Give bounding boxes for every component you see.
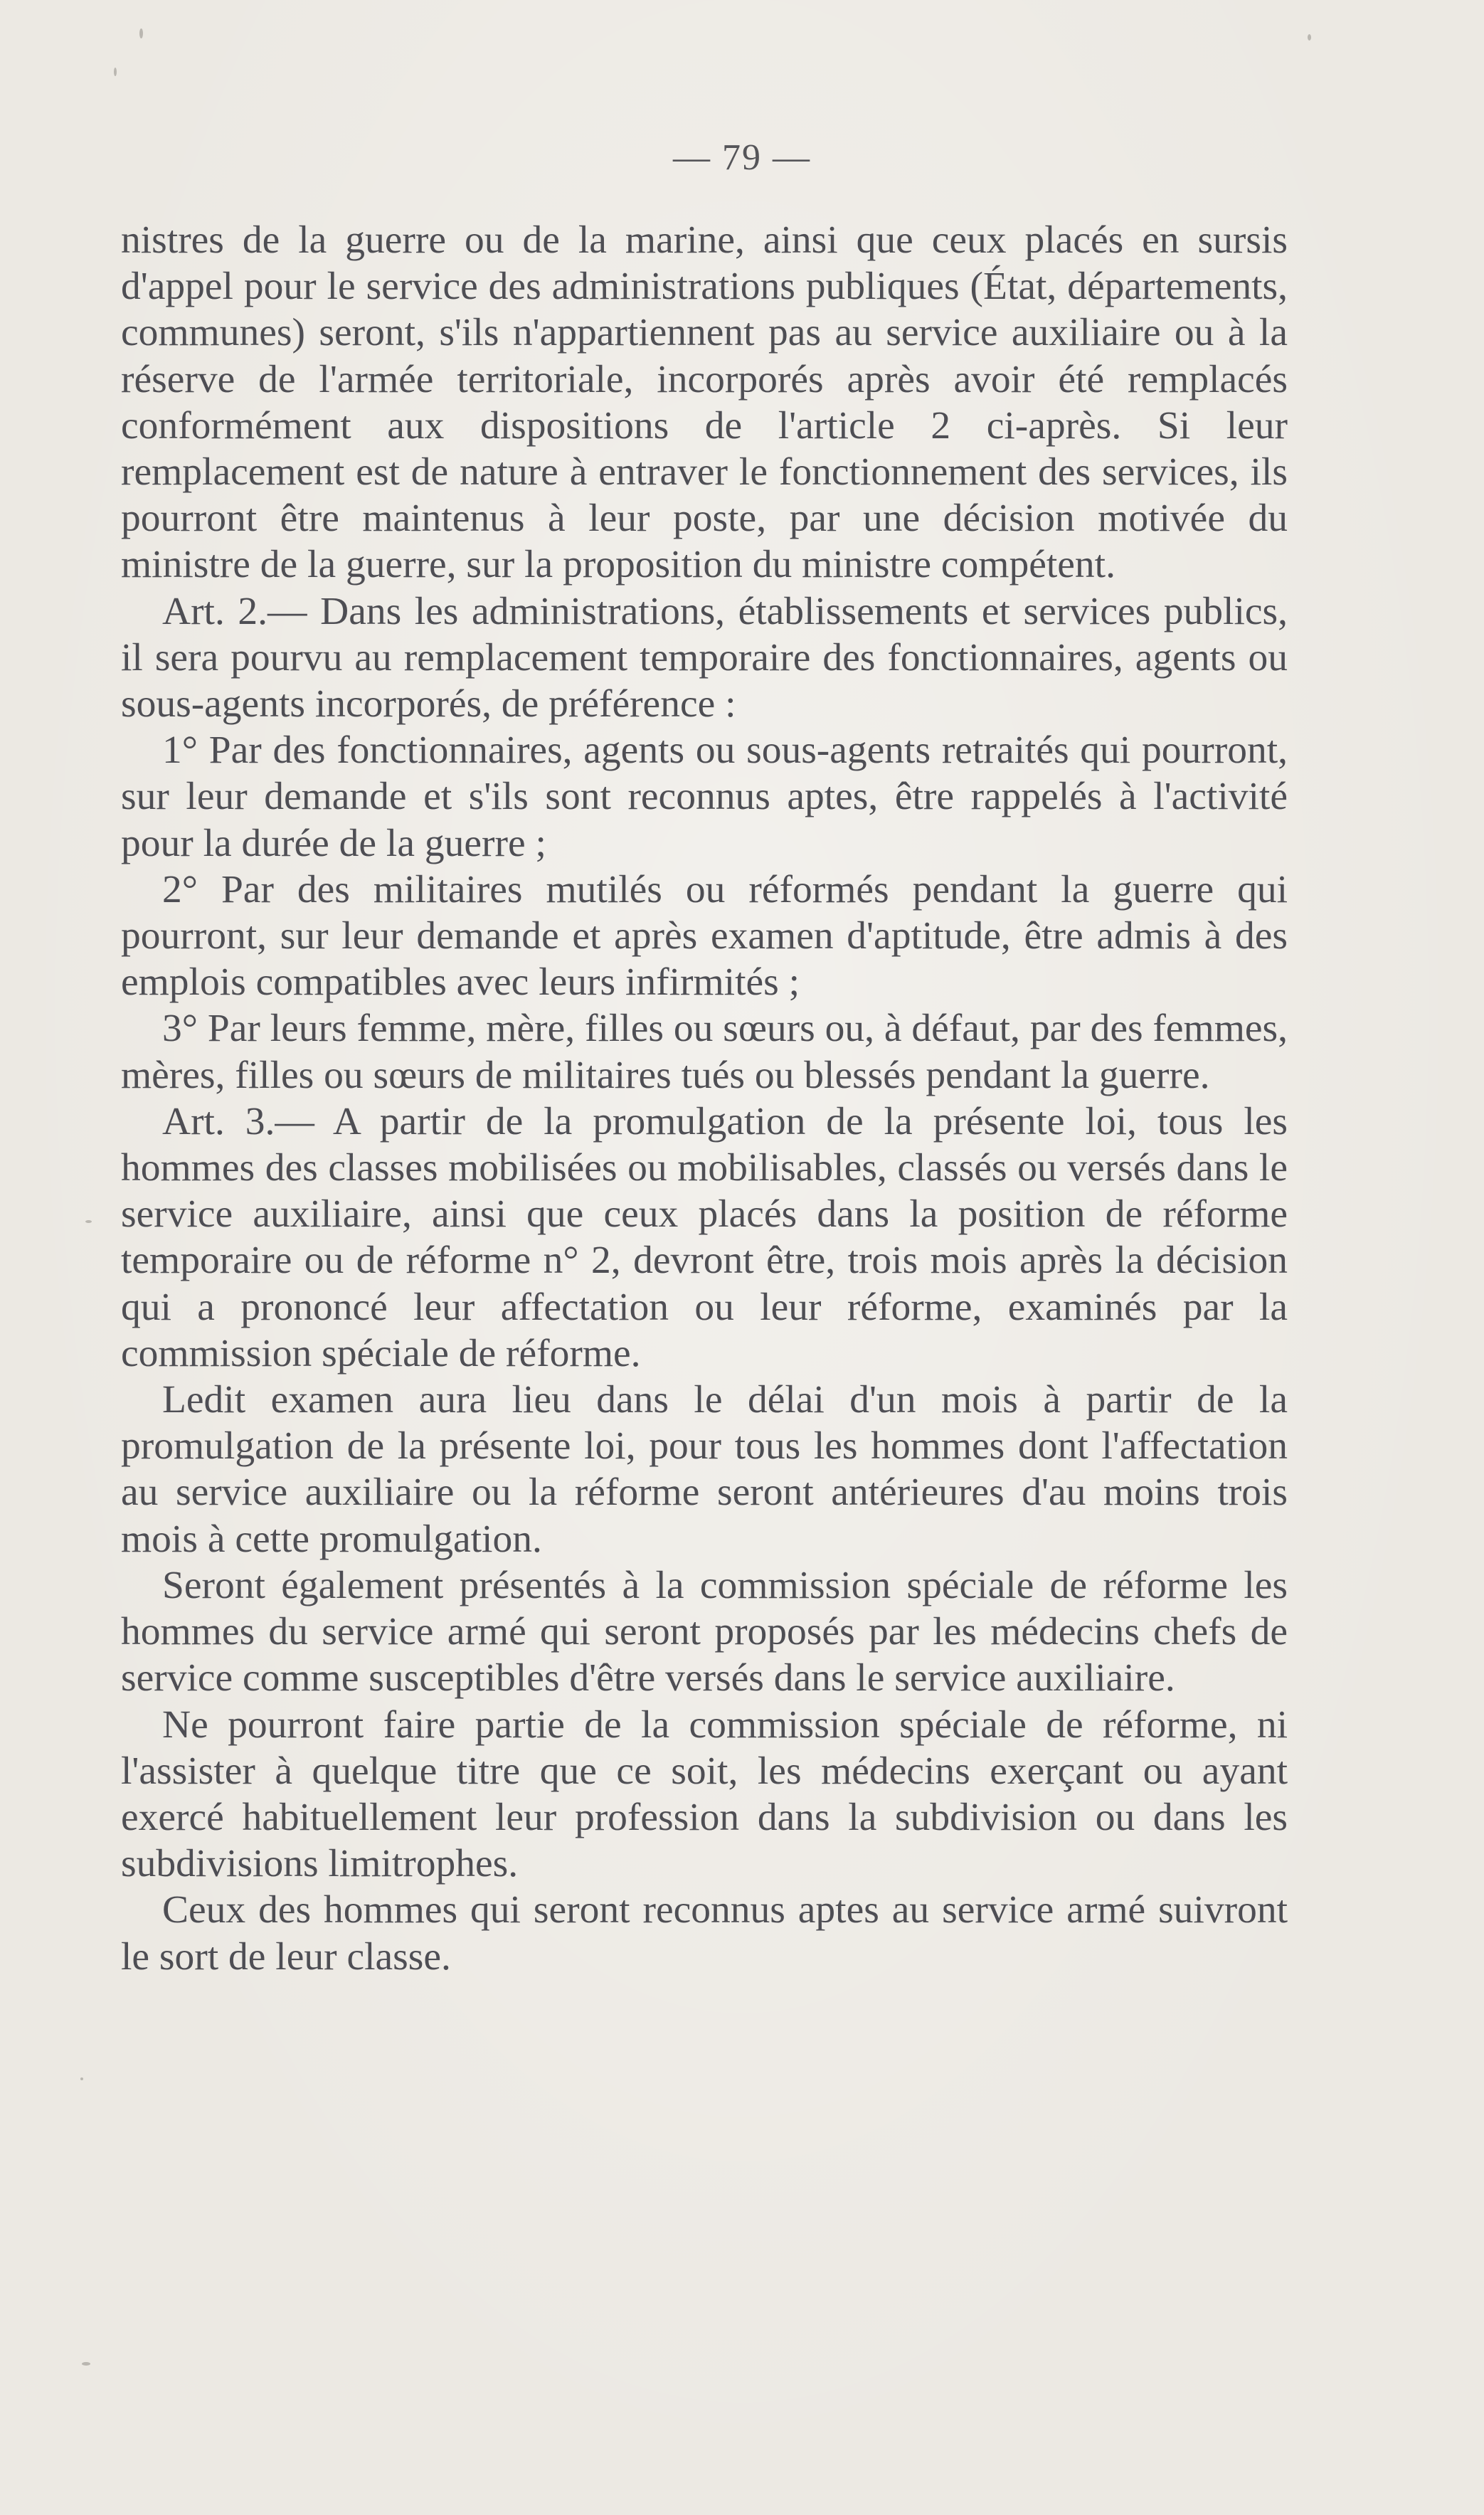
paragraph-item-2: 2° Par des militaires mutilés ou réformés pendant la guerre qui pourront, sur leur demande et après examen d'aptitude, être admis à des emplois compatibles avec leurs infirmités ;	[121, 867, 1288, 1005]
body-text	[121, 217, 1288, 1980]
paper-speck	[85, 1220, 92, 1223]
paper-speck	[114, 68, 117, 76]
page-number: — 79 —	[673, 137, 811, 178]
paper-speck	[1308, 34, 1311, 41]
paragraph-article-3: Art. 3.— A partir de la promulgation de la présente loi, tous les hommes des classes mobilisées ou mobilisables, classés ou versés dans le service auxiliaire, ainsi que ceux placés dans la position de réforme temporaire ou de réforme n° 2, devront être, trois mois après la décision qui a prononcé leur affectation ou leur réforme, examinés par la commission spéciale de réforme.	[121, 1099, 1288, 1375]
paragraph-presentes: Seront également présentés à la commission spéciale de réforme les hommes du service armé qui seront proposés par les médecins chefs de service comme susceptibles d'être versés dans le service auxiliaire.	[121, 1563, 1288, 1700]
paragraph-aptes: Ceux des hommes qui seront reconnus aptes au service armé suivront le sort de leur classe.	[121, 1888, 1288, 1979]
paragraph-commission: Ne pourront faire partie de la commission spéciale de réforme, ni l'assister à quelque titre que ce soit, les médecins exerçant ou ayant exercé habituellement leur profession dans la subdivision ou dans les subdivisions limitrophes.	[121, 1703, 1288, 1886]
paragraph-continuation: nistres de la guerre ou de la marine, ainsi que ceux placés en sursis d'appel pour le service des administrations publiques (État, départements, communes) seront, s'ils n'appartiennent pas au service auxiliaire ou à la réserve de l'armée territoriale, incorporés après avoir été remplacés conformément aux dispositions de l'article 2 ci-après. Si leur remplacement est de nature à entraver le fonctionnement des services, ils pourront être maintenus à leur poste, par une décision motivée du ministre de la guerre, sur la proposition du ministre compétent.	[121, 218, 1288, 587]
paragraph-item-3: 3° Par leurs femme, mère, filles ou sœurs ou, à défaut, par des femmes, mères, filles ou sœurs de militaires tués ou blessés pendant la guerre.	[121, 1007, 1288, 1097]
paper-speck	[80, 2077, 83, 2080]
paragraph-item-1: 1° Par des fonctionnaires, agents ou sous-agents retraités qui pourront, sur leur demande et s'ils sont reconnus aptes, être rappelés à l'activité pour la durée de la guerre ;	[121, 729, 1288, 865]
paragraph-article-2: Art. 2.— Dans les administrations, établissements et services publics, il sera pourvu au remplacement temporaire des fonctionnaires, agents ou sous-agents incorporés, de préférence :	[121, 589, 1288, 726]
paragraph-examen: Ledit examen aura lieu dans le délai d'un mois à partir de la promulgation de la présente loi, pour tous les hommes dont l'affectation au service auxiliaire ou la réforme seront antérieures d'au moins trois mois à cette promulgation.	[121, 1378, 1288, 1561]
paper-speck	[139, 28, 143, 38]
paper-speck	[82, 2362, 90, 2366]
